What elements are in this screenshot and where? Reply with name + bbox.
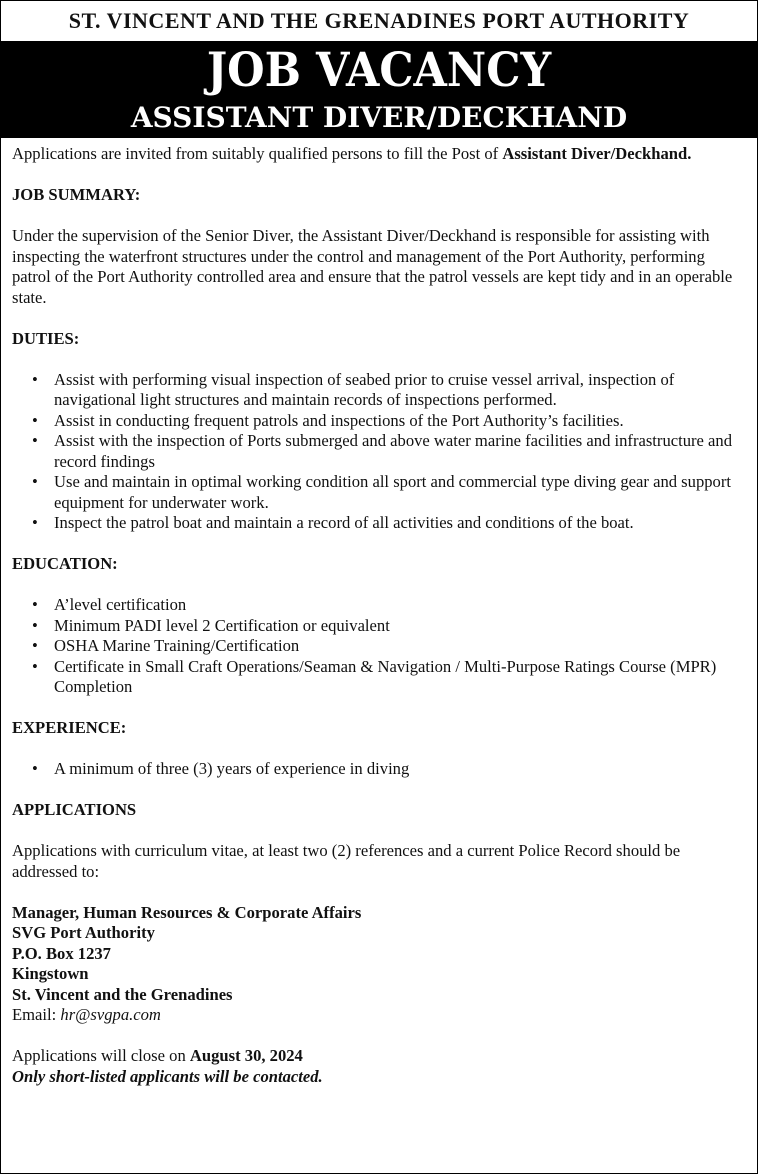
experience-list xyxy=(12,759,745,780)
bullet-icon: • xyxy=(32,615,38,635)
list-item: • Inspect the patrol boat and maintain a record of all activities and conditions of the boat. xyxy=(32,513,634,532)
applications-text: Applications with curriculum vitae, at least two (2) references and a current Police Record should be addressed to: xyxy=(12,841,681,881)
bullet-icon: • xyxy=(32,595,38,614)
intro-text: Applications are invited from suitably qualified persons to fill the Post of xyxy=(12,144,503,163)
bullet-icon: • xyxy=(32,759,38,778)
bullet-icon: • xyxy=(32,472,38,491)
intro-post: Assistant Diver/Deckhand. xyxy=(502,144,692,163)
duties-heading: DUTIES: xyxy=(12,328,80,348)
address-line: Manager, Human Resources & Corporate Affairs xyxy=(12,902,362,922)
bullet-icon: • xyxy=(32,431,38,450)
list-item: • Assist with performing visual inspection of seabed prior to cruise vessel arrival, inspection of navigational light structures and maintain records of inspections performed. xyxy=(32,369,675,409)
email-label: Email: xyxy=(12,1005,61,1024)
list-item: • Use and maintain in optimal working condition all sport and commercial type diving gear and support equipment for underwater work. xyxy=(32,472,731,512)
list-item: • A’level certification xyxy=(32,595,187,614)
address-line: St. Vincent and the Grenadines xyxy=(12,984,233,1004)
bullet-icon: • xyxy=(32,410,38,430)
intro-paragraph xyxy=(12,144,745,165)
list-item: • Certificate in Small Craft Operations/Seaman & Navigation / Multi-Purpose Ratings Course (MPR) Completion xyxy=(32,656,717,696)
list-item: • Assist in conducting frequent patrols and inspections of the Port Authority’s facilities. xyxy=(32,410,624,430)
notice-body xyxy=(1,138,757,1087)
closing-date-line xyxy=(12,1046,745,1067)
list-item: • Assist with the inspection of Ports submerged and above water marine facilities and infrastructure and record findings xyxy=(32,431,733,471)
organization-name: ST. VINCENT AND THE GRENADINES PORT AUTHORITY xyxy=(1,1,757,42)
list-item: • OSHA Marine Training/Certification xyxy=(32,636,300,655)
duties-list xyxy=(12,370,745,534)
list-item: • Minimum PADI level 2 Certification or equivalent xyxy=(32,615,390,635)
position-title: ASSISTANT DIVER/DECKHAND xyxy=(130,101,628,134)
email-link[interactable]: hr@svgpa.com xyxy=(60,1005,161,1024)
bullet-icon: • xyxy=(32,369,38,389)
job-summary-heading: JOB SUMMARY: xyxy=(12,185,141,204)
applications-heading: APPLICATIONS xyxy=(12,800,137,819)
address-line: SVG Port Authority xyxy=(12,923,155,942)
address-line: P.O. Box 1237 xyxy=(12,943,111,963)
title-banner xyxy=(1,42,757,138)
page-title: JOB VACANCY xyxy=(206,44,552,98)
education-heading: EDUCATION: xyxy=(12,554,118,573)
job-summary-text: Under the supervision of the Senior Diver, the Assistant Diver/Deckhand is responsible for assisting with inspecting the waterfront structures under the control and management of the Port Authority, performing patrol of the Port Authority controlled area and ensure that the patrol vessels are kept tidy and in an operable state. xyxy=(12,226,733,307)
closing-date: August 30, 2024 xyxy=(189,1046,303,1065)
closing-date-label: Applications will close on xyxy=(12,1046,190,1065)
email-line xyxy=(12,1005,745,1026)
bullet-icon: • xyxy=(32,513,38,532)
experience-heading: EXPERIENCE: xyxy=(12,718,127,737)
mailing-address xyxy=(12,903,745,1026)
closing-note: Only short-listed applicants will be contacted. xyxy=(12,1066,323,1086)
address-line: Kingstown xyxy=(12,964,89,983)
bullet-icon: • xyxy=(32,656,38,676)
list-item: • A minimum of three (3) years of experience in diving xyxy=(32,759,410,778)
bullet-icon: • xyxy=(32,636,38,655)
education-list xyxy=(12,595,745,698)
